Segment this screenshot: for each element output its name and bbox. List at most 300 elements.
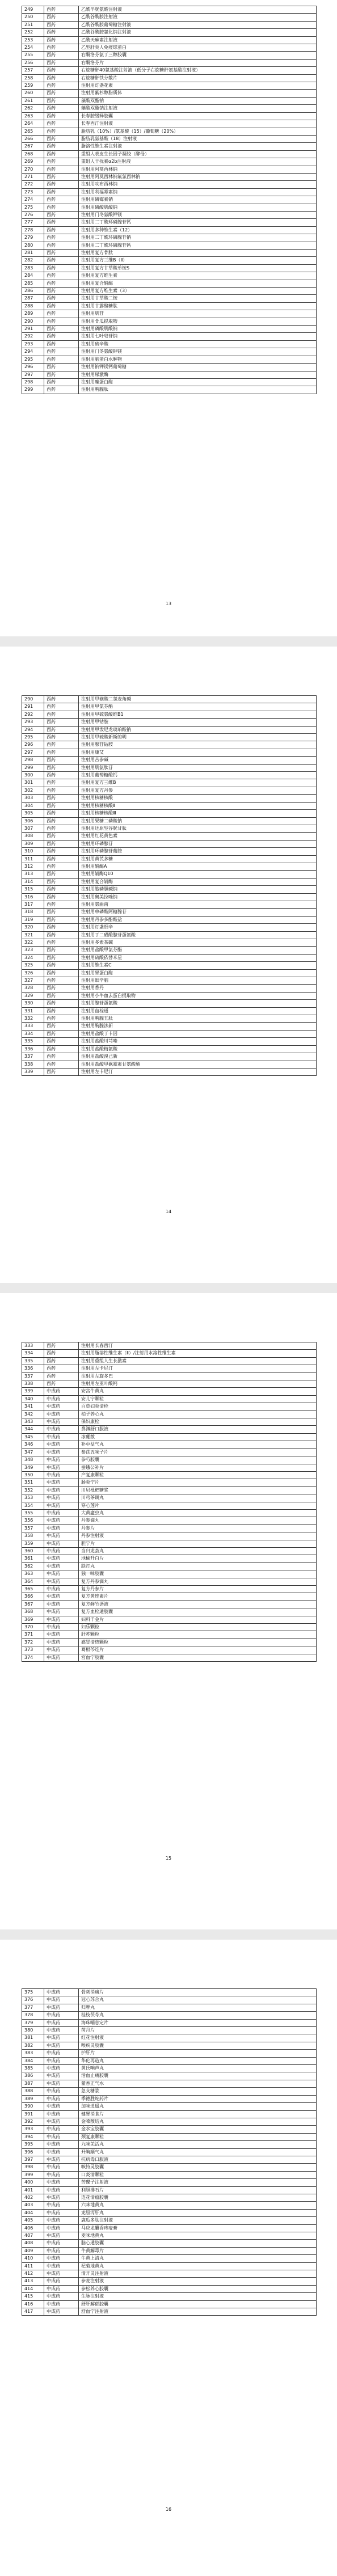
- table-row: [22, 703, 317, 711]
- table-row: [22, 356, 317, 363]
- table-row: [22, 242, 317, 249]
- table-row: [22, 886, 317, 893]
- drug-name: 注射用二丁酰环磷腺苷钙: [79, 242, 317, 249]
- drug-list-table: [22, 6, 317, 394]
- table-row: [22, 1015, 317, 1023]
- drug-name: 参麦注射液: [79, 2278, 317, 2285]
- table-row: [22, 1464, 317, 1471]
- drug-category: 西药: [44, 931, 79, 939]
- row-number: 291: [22, 326, 44, 333]
- drug-name: 注射用腺苷蛋氨酸: [79, 1000, 317, 1007]
- row-number: 374: [22, 1654, 44, 1661]
- drug-category: 中成药: [44, 2217, 79, 2224]
- row-number: 362: [22, 1563, 44, 1570]
- table-row: [22, 1578, 317, 1585]
- drug-category: 中成药: [44, 2050, 79, 2057]
- drug-category: 中成药: [44, 2027, 79, 2034]
- drug-name: 丹参片: [79, 1525, 317, 1532]
- table-row: [22, 2034, 317, 2042]
- drug-name: 金水宝胶囊: [79, 2126, 317, 2133]
- drug-name: 牛黄上清丸: [79, 2255, 317, 2262]
- drug-name: 注射用尿激酶: [79, 371, 317, 378]
- drug-category: 西药: [44, 333, 79, 340]
- row-number: 336: [22, 1045, 44, 1053]
- drug-list-table: [22, 695, 317, 1076]
- drug-category: 西药: [44, 878, 79, 885]
- drug-category: 西药: [44, 886, 79, 893]
- drug-category: 中成药: [44, 1996, 79, 2004]
- drug-name: 注射用单磷酸阿糖腺苷: [79, 909, 317, 916]
- drug-category: 西药: [44, 893, 79, 901]
- drug-name: 苦碟子注射液: [79, 2179, 317, 2186]
- drug-category: 西药: [44, 749, 79, 756]
- row-number: 365: [22, 1586, 44, 1593]
- table-row: [22, 295, 317, 302]
- row-number: 273: [22, 188, 44, 196]
- drug-name: 注射用细辛脑: [79, 977, 317, 985]
- table-row: [22, 371, 317, 378]
- drug-name: 柏子养心丸: [79, 1411, 317, 1418]
- row-number: 266: [22, 135, 44, 142]
- drug-name: 麦味地黄丸: [79, 2232, 317, 2240]
- row-number: 415: [22, 2293, 44, 2300]
- drug-name: 重组人表皮生长因子凝胶（酵母）: [79, 150, 317, 158]
- drug-category: 西药: [44, 817, 79, 825]
- table-row: [22, 2247, 317, 2254]
- drug-category: 西药: [44, 97, 79, 104]
- table-row: [22, 985, 317, 992]
- drug-category: 西药: [44, 711, 79, 718]
- drug-name: 注射用甘草酸二铵: [79, 295, 317, 302]
- drug-name: 注射用二丁酰环磷腺苷钙: [79, 219, 317, 226]
- drug-name: 注射用门冬氨酸钾镁: [79, 348, 317, 356]
- drug-name: 注射用呋布西林钠: [79, 181, 317, 188]
- table-row: [22, 386, 317, 394]
- row-number: 334: [22, 1030, 44, 1037]
- drug-name: 注射用核糖核酸Ⅲ: [79, 810, 317, 817]
- row-number: 361: [22, 1555, 44, 1563]
- drug-name: 注射用二丁酰环磷腺苷钠: [79, 234, 317, 242]
- drug-category: 中成药: [44, 1418, 79, 1426]
- table-row: [22, 779, 317, 787]
- drug-category: 中成药: [44, 2240, 79, 2247]
- table-row: [22, 1517, 317, 1525]
- row-number: 381: [22, 2034, 44, 2042]
- row-number: 344: [22, 1426, 44, 1433]
- table-row: [22, 1494, 317, 1502]
- table-row: [22, 82, 317, 90]
- drug-name: 地榆升白片: [79, 1555, 317, 1563]
- drug-category: 中成药: [44, 2247, 79, 2254]
- drug-name: 百草妇炎清栓: [79, 1403, 317, 1411]
- row-number: 338: [22, 1380, 44, 1388]
- table-row: [22, 802, 317, 809]
- drug-category: 中成药: [44, 2088, 79, 2095]
- drug-name: 健胃消食片: [79, 2110, 317, 2118]
- drug-category: 中成药: [44, 2171, 79, 2178]
- drug-name: 注射用糜蛋白酶: [79, 378, 317, 386]
- table-row: [22, 924, 317, 931]
- drug-category: 西药: [44, 288, 79, 295]
- table-row: [22, 158, 317, 166]
- drug-category: 中成药: [44, 1638, 79, 1646]
- drug-category: 中成药: [44, 2255, 79, 2262]
- row-number: 404: [22, 2209, 44, 2216]
- drug-category: 西药: [44, 1000, 79, 1007]
- table-row: [22, 2027, 317, 2034]
- drug-name: 注射用甲泼尼龙琥珀酸钠: [79, 726, 317, 733]
- table-row: [22, 787, 317, 794]
- table-row: [22, 1007, 317, 1015]
- table-row: [22, 962, 317, 969]
- table-row: [22, 1388, 317, 1395]
- drug-category: 中成药: [44, 2095, 79, 2102]
- drug-category: 西药: [44, 21, 79, 28]
- drug-name: 妇科千金片: [79, 1616, 317, 1623]
- row-number: 299: [22, 764, 44, 771]
- drug-name: 注射用核糖核酸Ⅱ: [79, 802, 317, 809]
- row-number: 411: [22, 2262, 44, 2270]
- table-row: [22, 6, 317, 14]
- table-row: [22, 1532, 317, 1540]
- drug-category: 中成药: [44, 2300, 79, 2308]
- drug-name: 复方丹参滴丸: [79, 1578, 317, 1585]
- drug-name: 注射用多种维生素（12）: [79, 226, 317, 234]
- drug-category: 中成药: [44, 2285, 79, 2292]
- drug-name: 肝苏颗粒: [79, 1631, 317, 1638]
- row-number: 356: [22, 1517, 44, 1525]
- drug-category: 西药: [44, 173, 79, 180]
- drug-name: 长春西汀注射液: [79, 120, 317, 128]
- row-number: 384: [22, 2057, 44, 2064]
- table-row: [22, 2088, 317, 2095]
- row-number: 329: [22, 992, 44, 999]
- drug-name: 补中益气丸: [79, 1441, 317, 1449]
- drug-name: 注射用环磷腺苷: [79, 840, 317, 847]
- drug-name: 注射用复方丹参: [79, 787, 317, 794]
- row-number: 289: [22, 310, 44, 318]
- table-row: [22, 954, 317, 961]
- drug-name: 注射用环磷腺苷葡胺: [79, 848, 317, 855]
- drug-name: 藻酸双酯钠注射液: [79, 105, 317, 112]
- drug-name: 加味逍遥丸: [79, 2103, 317, 2110]
- drug-name: 注射用丁二磺酸腺苷蛋氨酸: [79, 931, 317, 939]
- drug-name: 注射用脂溶性维生素（Ⅱ）/注射用水溶性维生素: [79, 1350, 317, 1357]
- drug-category: 中成药: [44, 2262, 79, 2270]
- drug-name: 注射用还原型谷胱甘肽: [79, 825, 317, 832]
- table-row: [22, 2278, 317, 2285]
- row-number: 326: [22, 969, 44, 977]
- table-row: [22, 1502, 317, 1509]
- table-row: [22, 1395, 317, 1403]
- row-number: 407: [22, 2232, 44, 2240]
- table-row: [22, 2300, 317, 2308]
- table-row: [22, 1547, 317, 1555]
- drug-name: 注射用钠钾镁钙葡萄糖: [79, 364, 317, 371]
- row-number: 269: [22, 158, 44, 166]
- table-row: [22, 1989, 317, 1996]
- row-number: 375: [22, 1989, 44, 1996]
- row-number: 371: [22, 1631, 44, 1638]
- drug-name: 右酮洛芬氨丁三醇胶囊: [79, 52, 317, 59]
- drug-category: 西药: [44, 112, 79, 120]
- drug-category: 中成药: [44, 1570, 79, 1578]
- table-row: [22, 2164, 317, 2171]
- drug-category: 西药: [44, 82, 79, 90]
- drug-category: 中成药: [44, 2179, 79, 2186]
- drug-name: 注射用左旋多巴: [79, 1373, 317, 1380]
- table-row: [22, 726, 317, 733]
- table-row: [22, 817, 317, 825]
- row-number: 376: [22, 1996, 44, 2004]
- drug-name: 杞菊地黄丸: [79, 2262, 317, 2270]
- row-number: 330: [22, 1000, 44, 1007]
- drug-category: 西药: [44, 150, 79, 158]
- drug-category: 中成药: [44, 1525, 79, 1532]
- drug-category: 中成药: [44, 1456, 79, 1464]
- drug-category: 西药: [44, 924, 79, 931]
- drug-category: 中成药: [44, 2293, 79, 2300]
- drug-name: 鹿瓜多肽注射液: [79, 2217, 317, 2224]
- drug-name: 胆宁片: [79, 1540, 317, 1547]
- table-row: [22, 757, 317, 764]
- row-number: 260: [22, 90, 44, 97]
- row-number: 355: [22, 1509, 44, 1517]
- table-row: [22, 734, 317, 741]
- drug-name: 当归龙荟丸: [79, 1547, 317, 1555]
- drug-category: 西药: [44, 802, 79, 809]
- drug-category: 中成药: [44, 1555, 79, 1563]
- drug-name: 注射用氨曲南: [79, 901, 317, 908]
- drug-name: 舒肝解郁胶囊: [79, 2300, 317, 2308]
- row-number: 353: [22, 1494, 44, 1502]
- table-row: [22, 36, 317, 44]
- document-page-15: [0, 1293, 337, 1929]
- drug-name: 注射用肌氨肽苷: [79, 764, 317, 771]
- row-number: 332: [22, 1015, 44, 1023]
- table-row: [22, 749, 317, 756]
- drug-name: 注射用阿莫西林钠氟氯西林钠: [79, 173, 317, 180]
- table-row: [22, 310, 317, 318]
- document-page-16: [0, 1940, 337, 2576]
- drug-category: 西药: [44, 257, 79, 264]
- drug-category: 西药: [44, 364, 79, 371]
- table-row: [22, 1563, 317, 1570]
- drug-name: 冰硼散: [79, 1433, 317, 1441]
- row-number: 410: [22, 2255, 44, 2262]
- drug-category: 西药: [44, 901, 79, 908]
- drug-name: 乙酰谷酰胺氯化钠注射液: [79, 29, 317, 36]
- row-number: 368: [22, 1608, 44, 1616]
- drug-name: 丹参注射液: [79, 1532, 317, 1540]
- drug-category: 中成药: [44, 2141, 79, 2148]
- document-page-14: [0, 647, 337, 1283]
- drug-name: 乙酰谷酰胺注射液: [79, 14, 317, 21]
- drug-category: 西药: [44, 29, 79, 36]
- table-row: [22, 1365, 317, 1373]
- row-number: 298: [22, 378, 44, 386]
- drug-category: 西药: [44, 348, 79, 356]
- drug-name: 口炎清颗粒: [79, 2171, 317, 2178]
- row-number: 307: [22, 825, 44, 832]
- row-number: 403: [22, 2202, 44, 2209]
- drug-name: 注射用小牛血去蛋白提取物: [79, 992, 317, 999]
- drug-category: 中成药: [44, 1601, 79, 1608]
- row-number: 363: [22, 1570, 44, 1578]
- drug-category: 西药: [44, 871, 79, 878]
- table-row: [22, 150, 317, 158]
- drug-category: 西药: [44, 280, 79, 287]
- table-row: [22, 1068, 317, 1075]
- row-number: 293: [22, 340, 44, 348]
- drug-category: 中成药: [44, 1989, 79, 1996]
- row-number: 272: [22, 181, 44, 188]
- row-number: 298: [22, 757, 44, 764]
- drug-category: 西药: [44, 196, 79, 204]
- row-number: 336: [22, 1365, 44, 1373]
- table-row: [22, 211, 317, 218]
- row-number: 300: [22, 772, 44, 779]
- table-row: [22, 992, 317, 999]
- drug-name: 注射用果糖二磷酸钠: [79, 817, 317, 825]
- drug-category: 中成药: [44, 2065, 79, 2072]
- row-number: 284: [22, 272, 44, 280]
- table-body: [22, 1989, 317, 2316]
- row-number: 339: [22, 1388, 44, 1395]
- table-row: [22, 1380, 317, 1388]
- row-number: 258: [22, 74, 44, 82]
- table-row: [22, 931, 317, 939]
- drug-name: 注射用阿莫西林钠: [79, 166, 317, 173]
- page-number: 13: [165, 601, 172, 606]
- table-row: [22, 2118, 317, 2125]
- drug-category: 西药: [44, 1373, 79, 1380]
- drug-name: 清开灵注射液: [79, 2270, 317, 2278]
- drug-category: 中成药: [44, 1547, 79, 1555]
- table-row: [22, 1038, 317, 1045]
- row-number: 263: [22, 112, 44, 120]
- drug-category: 中成药: [44, 2004, 79, 2011]
- drug-category: 中成药: [44, 1494, 79, 1502]
- table-row: [22, 825, 317, 832]
- table-row: [22, 1624, 317, 1631]
- drug-name: 乙型肝炎人免疫球蛋白: [79, 44, 317, 52]
- drug-category: 西药: [44, 188, 79, 196]
- drug-category: 西药: [44, 726, 79, 733]
- table-row: [22, 29, 317, 36]
- drug-category: 中成药: [44, 1631, 79, 1638]
- drug-category: 中成药: [44, 1441, 79, 1449]
- drug-category: 西药: [44, 272, 79, 280]
- row-number: 292: [22, 711, 44, 718]
- row-number: 389: [22, 2095, 44, 2102]
- row-number: 302: [22, 787, 44, 794]
- table-row: [22, 878, 317, 885]
- table-row: [22, 1601, 317, 1608]
- drug-category: 西药: [44, 211, 79, 218]
- drug-name: 注射用康艾: [79, 749, 317, 756]
- table-row: [22, 871, 317, 878]
- row-number: 296: [22, 364, 44, 371]
- drug-name: 复方黄连素片: [79, 1593, 317, 1601]
- drug-category: 中成药: [44, 2148, 79, 2156]
- drug-category: 中成药: [44, 2209, 79, 2216]
- row-number: 265: [22, 128, 44, 135]
- table-row: [22, 1350, 317, 1357]
- drug-category: 中成药: [44, 1517, 79, 1525]
- row-number: 343: [22, 1418, 44, 1426]
- table-row: [22, 288, 317, 295]
- drug-name: 生脉注射液: [79, 2293, 317, 2300]
- table-row: [22, 2080, 317, 2087]
- row-number: 282: [22, 257, 44, 264]
- table-row: [22, 1509, 317, 1517]
- row-number: 293: [22, 719, 44, 726]
- table-row: [22, 173, 317, 180]
- drug-category: 西药: [44, 14, 79, 21]
- row-number: 291: [22, 703, 44, 711]
- drug-name: 注射用盐酸甲砜霉素甘氨酸酯: [79, 1061, 317, 1068]
- drug-category: 西药: [44, 779, 79, 787]
- table-row: [22, 764, 317, 771]
- table-row: [22, 1540, 317, 1547]
- drug-name: 蚕蛾公补片: [79, 1464, 317, 1471]
- table-row: [22, 181, 317, 188]
- drug-name: 注射用盐酸溴己新: [79, 1053, 317, 1061]
- drug-name: 注射用磷酸肌酸钠: [79, 326, 317, 333]
- drug-name: 注射用葡萄糖酸钙: [79, 772, 317, 779]
- drug-name: 注射用腺苷钴胺: [79, 741, 317, 749]
- drug-category: 中成药: [44, 1532, 79, 1540]
- table-row: [22, 2308, 317, 2316]
- drug-name: 注射用复合辅酶: [79, 280, 317, 287]
- drug-category: 西药: [44, 250, 79, 257]
- row-number: 364: [22, 1578, 44, 1585]
- drug-category: 西药: [44, 135, 79, 142]
- drug-category: 中成药: [44, 1593, 79, 1601]
- drug-category: 中成药: [44, 2057, 79, 2064]
- table-row: [22, 2057, 317, 2064]
- table-row: [22, 196, 317, 204]
- drug-name: 注射用甘露聚糖肽: [79, 302, 317, 310]
- table-row: [22, 14, 317, 21]
- drug-name: 安儿宁颗粒: [79, 1395, 317, 1403]
- table-row: [22, 916, 317, 923]
- row-number: 327: [22, 977, 44, 985]
- table-row: [22, 105, 317, 112]
- drug-name: 复方血栓通胶囊: [79, 1608, 317, 1616]
- drug-category: 中成药: [44, 2232, 79, 2240]
- drug-name: 归脾丸: [79, 2004, 317, 2011]
- table-row: [22, 1586, 317, 1593]
- drug-category: 中成药: [44, 2270, 79, 2278]
- table-row: [22, 909, 317, 916]
- drug-category: 西药: [44, 219, 79, 226]
- drug-name: 喉疾灵胶囊: [79, 2042, 317, 2049]
- drug-category: 中成药: [44, 2072, 79, 2080]
- drug-category: 西药: [44, 772, 79, 779]
- table-row: [22, 378, 317, 386]
- drug-category: 中成药: [44, 2164, 79, 2171]
- drug-name: 注射用血栓通: [79, 1007, 317, 1015]
- drug-category: 西药: [44, 833, 79, 840]
- drug-name: 注射用左卡尼汀: [79, 1365, 317, 1373]
- drug-name: 宫血宁胶囊: [79, 1654, 317, 1661]
- drug-name: 冠心苏合丸: [79, 1996, 317, 2004]
- drug-name: 活血止痛胶囊: [79, 2072, 317, 2080]
- drug-name: 藻酸双酯钠: [79, 97, 317, 104]
- table-row: [22, 257, 317, 264]
